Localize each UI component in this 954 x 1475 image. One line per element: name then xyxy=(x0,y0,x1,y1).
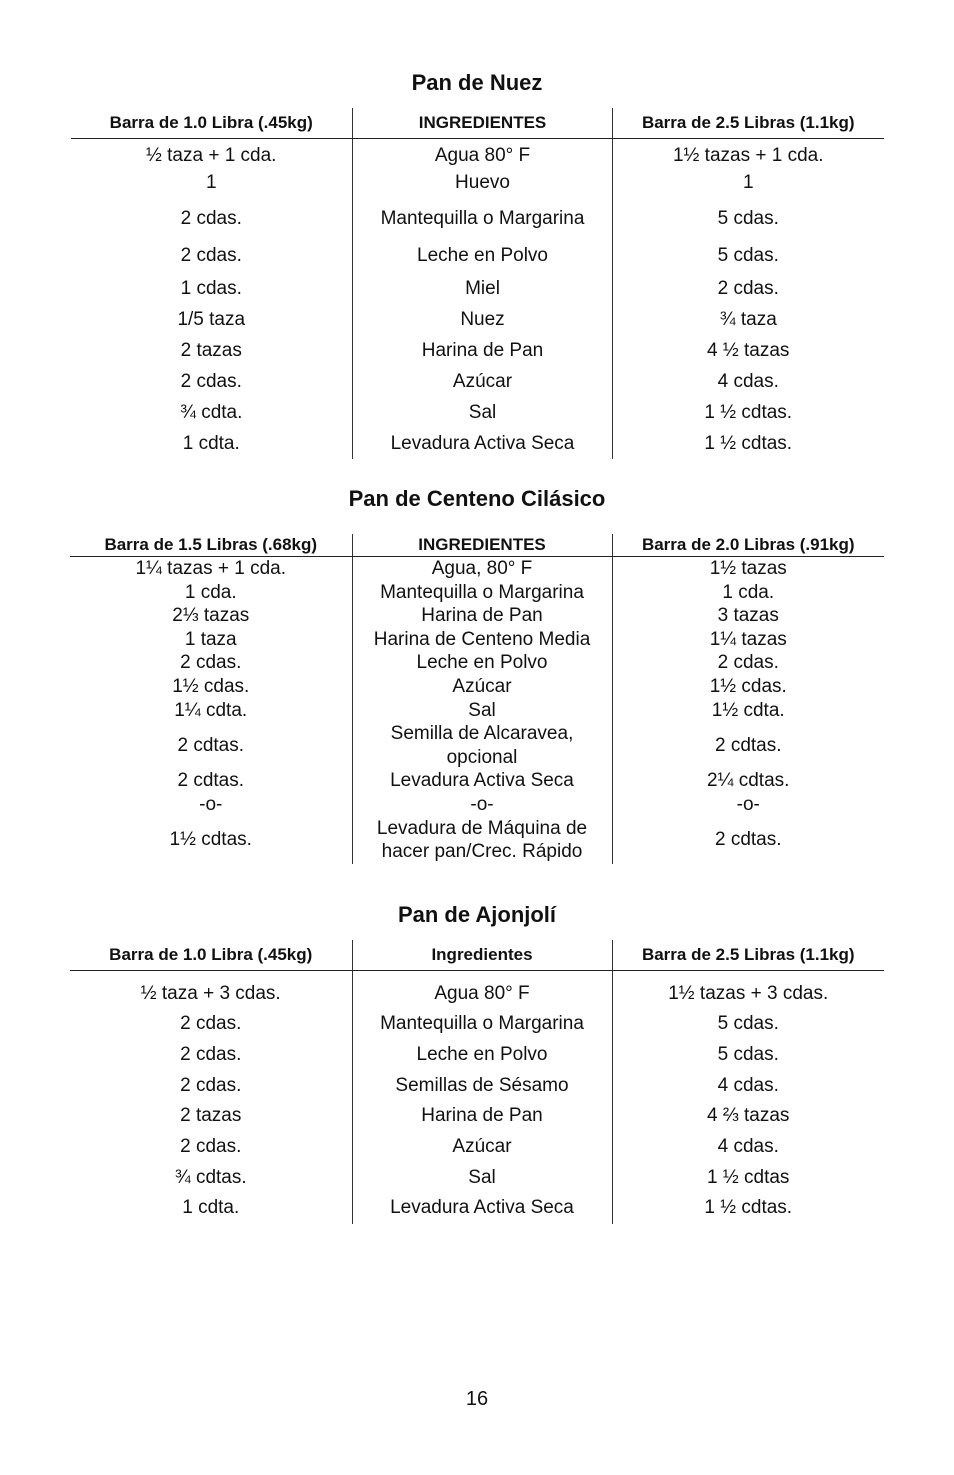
quantity-cell: 1 ½ cdtas xyxy=(707,1166,790,1188)
quantity-cell: 2 cdas. xyxy=(180,1044,242,1066)
quantity-cell: 1 cdta. xyxy=(182,1197,240,1219)
quantity-cell: 1 ½ cdtas. xyxy=(704,1197,793,1219)
quantity-cell: 1½ cdas. xyxy=(709,675,787,697)
quantity-cell: ½ taza + 3 cdas. xyxy=(140,983,281,1004)
quantity-cell: 5 cdas. xyxy=(717,208,779,229)
table-row xyxy=(71,199,884,239)
quantity-cell: 2 cdas. xyxy=(180,1136,242,1158)
quantity-cell: ¾ cdtas. xyxy=(174,1166,247,1188)
column-header: INGREDIENTES xyxy=(353,108,613,139)
ingredient-cell: Harina de Pan xyxy=(352,604,612,628)
quantity-cell: 4 cdas. xyxy=(717,1136,779,1158)
quantity-cell: 5 cdas. xyxy=(717,1013,779,1035)
recipe-table xyxy=(70,534,884,864)
quantity-cell: 1½ tazas + 1 cda. 1 xyxy=(672,145,824,193)
ingredient-cell: Harina de Pan xyxy=(352,1101,612,1132)
quantity-cell: 2 cdas. xyxy=(180,245,242,266)
ingredient-cell: Miel xyxy=(353,273,613,304)
ingredient-cell: Agua 80° F Huevo xyxy=(353,139,613,200)
quantity-cell: 2 cdtas. xyxy=(714,734,782,756)
quantity-cell: 2 cdtas. xyxy=(714,829,782,851)
quantity-cell: 2 cdas. xyxy=(717,277,779,299)
recipe-table xyxy=(71,108,884,459)
quantity-cell: 1½ cdas. xyxy=(172,675,250,697)
quantity-cell: 2¼ cdtas. xyxy=(707,770,790,792)
ingredient-cell: Levadura Activa Seca xyxy=(353,428,613,459)
quantity-cell: 1 ½ cdtas. xyxy=(704,432,793,454)
ingredient-cell: Semillas de Sésamo xyxy=(352,1070,612,1101)
table-row xyxy=(70,1070,884,1101)
quantity-cell: 1½ cdtas. xyxy=(169,829,252,851)
quantity-cell: 1/5 taza xyxy=(177,308,246,330)
table-row xyxy=(71,273,884,304)
table-row xyxy=(70,628,884,652)
table-row xyxy=(70,793,884,817)
ingredient-cell: Azúcar xyxy=(353,366,613,397)
quantity-cell: 2 cdas. xyxy=(717,652,779,674)
column-header: Barra de 2.0 Libras (.91kg) xyxy=(612,534,884,557)
table-row xyxy=(70,581,884,605)
column-header: Barra de 2.5 Libras (1.1kg) xyxy=(613,108,884,139)
ingredient-cell: Sal xyxy=(352,1162,612,1193)
table-row xyxy=(70,651,884,675)
ingredient-cell: -o- xyxy=(352,793,612,817)
ingredient-cell: Agua, 80° F xyxy=(352,557,612,581)
column-header: Barra de 2.5 Libras (1.1kg) xyxy=(612,940,884,971)
quantity-cell: 2 cdas. xyxy=(180,652,242,674)
quantity-cell: ½ taza + 1 cda. 1 xyxy=(146,145,277,193)
quantity-cell: 2 tazas xyxy=(180,1105,242,1127)
ingredient-cell: Mantequilla o Margarina xyxy=(352,581,612,605)
ingredient-cell: Sal xyxy=(352,699,612,723)
quantity-cell: 2 cdas. xyxy=(180,1074,242,1096)
recipe-pan-de-ajonjoli xyxy=(0,900,954,1224)
quantity-cell: -o- xyxy=(736,793,760,815)
quantity-cell: 2 tazas xyxy=(180,339,242,361)
ingredient-cell: Levadura Activa Seca xyxy=(352,769,612,793)
table-row xyxy=(70,1101,884,1132)
quantity-cell: 1¼ tazas xyxy=(709,628,787,650)
table-row xyxy=(70,971,884,1010)
table-row xyxy=(71,397,884,428)
quantity-cell: 1½ tazas + 3 cdas. xyxy=(668,983,829,1004)
table-row xyxy=(71,239,884,273)
table-row xyxy=(70,722,884,769)
quantity-cell: 1 cdta. xyxy=(182,432,240,454)
quantity-cell: 5 cdas. xyxy=(717,245,779,266)
ingredient-cell: Agua 80° F xyxy=(352,971,612,1010)
table-row xyxy=(70,817,884,864)
quantity-cell: ¾ taza xyxy=(719,308,777,330)
table-row xyxy=(71,139,884,200)
quantity-cell: 4 ½ tazas xyxy=(707,339,790,361)
quantity-cell: 1 taza xyxy=(184,628,237,650)
table-row xyxy=(70,604,884,628)
table-row xyxy=(71,335,884,366)
table-row xyxy=(70,557,884,581)
ingredient-cell: Levadura de Máquina de hacer pan/Crec. Rápido xyxy=(352,817,612,864)
ingredient-cell: Leche en Polvo xyxy=(352,1040,612,1071)
table-row xyxy=(71,428,884,459)
recipe-table xyxy=(70,940,884,1224)
column-header: Barra de 1.0 Libra (.45kg) xyxy=(71,108,353,139)
quantity-cell: 3 tazas xyxy=(717,605,779,627)
table-row xyxy=(70,1040,884,1071)
recipe-title: Pan de Nuez xyxy=(411,70,543,95)
ingredient-cell: Leche en Polvo xyxy=(353,239,613,273)
quantity-cell: 2 cdas. xyxy=(180,208,242,229)
column-header: Barra de 1.5 Libras (.68kg) xyxy=(70,534,352,557)
quantity-cell: 2 cdtas. xyxy=(177,770,245,792)
quantity-cell: 1 cda. xyxy=(722,581,775,603)
column-header: INGREDIENTES xyxy=(352,534,612,557)
table-row xyxy=(70,675,884,699)
quantity-cell: 1 cdas. xyxy=(180,277,242,299)
recipe-pan-de-centeno xyxy=(0,484,954,864)
table-row xyxy=(70,1162,884,1193)
ingredient-cell: Azúcar xyxy=(352,1132,612,1163)
table-row xyxy=(71,366,884,397)
ingredient-cell: Nuez xyxy=(353,304,613,335)
quantity-cell: 2 cdas. xyxy=(180,1013,242,1035)
recipe-title: Pan de Ajonjolí xyxy=(397,902,557,927)
recipe-pan-de-nuez xyxy=(0,68,954,459)
quantity-cell: 1¼ cdta. xyxy=(174,699,248,721)
quantity-cell: 4 cdas. xyxy=(717,1074,779,1096)
ingredient-cell: Sal xyxy=(353,397,613,428)
page-number: 16 xyxy=(465,1388,489,1410)
quantity-cell: 4 ⅔ tazas xyxy=(707,1105,790,1127)
quantity-cell: -o- xyxy=(199,793,223,815)
quantity-cell: 2 cdtas. xyxy=(177,734,245,756)
ingredient-cell: Mantequilla o Margarina xyxy=(353,199,613,239)
table-row xyxy=(70,699,884,723)
ingredient-cell: Levadura Activa Seca xyxy=(352,1193,612,1224)
quantity-cell: 1½ cdta. xyxy=(711,699,785,721)
quantity-cell: 1¼ tazas + 1 cda. xyxy=(135,558,286,579)
column-header: Ingredientes xyxy=(352,940,612,971)
ingredient-cell: Harina de Centeno Media xyxy=(352,628,612,652)
table-row xyxy=(70,1193,884,1224)
ingredient-cell: Mantequilla o Margarina xyxy=(352,1009,612,1040)
quantity-cell: 2 cdas. xyxy=(180,370,242,392)
table-row xyxy=(70,1132,884,1163)
quantity-cell: ¾ cdta. xyxy=(180,401,243,423)
quantity-cell: 1 ½ cdtas. xyxy=(704,401,793,423)
table-row xyxy=(70,1009,884,1040)
quantity-cell: 1 cda. xyxy=(184,581,237,603)
ingredient-cell: Semilla de Alcaravea, opcional xyxy=(352,722,612,769)
column-header: Barra de 1.0 Libra (.45kg) xyxy=(70,940,352,971)
table-row xyxy=(70,769,884,793)
recipe-title: Pan de Centeno Cilásico xyxy=(348,486,606,511)
quantity-cell: 1½ tazas xyxy=(709,558,787,579)
quantity-cell: 5 cdas. xyxy=(717,1044,779,1066)
table-row xyxy=(71,304,884,335)
ingredient-cell: Harina de Pan xyxy=(353,335,613,366)
ingredient-cell: Leche en Polvo xyxy=(352,651,612,675)
quantity-cell: 4 cdas. xyxy=(717,370,779,392)
quantity-cell: 2⅓ tazas xyxy=(172,605,250,627)
ingredient-cell: Azúcar xyxy=(352,675,612,699)
